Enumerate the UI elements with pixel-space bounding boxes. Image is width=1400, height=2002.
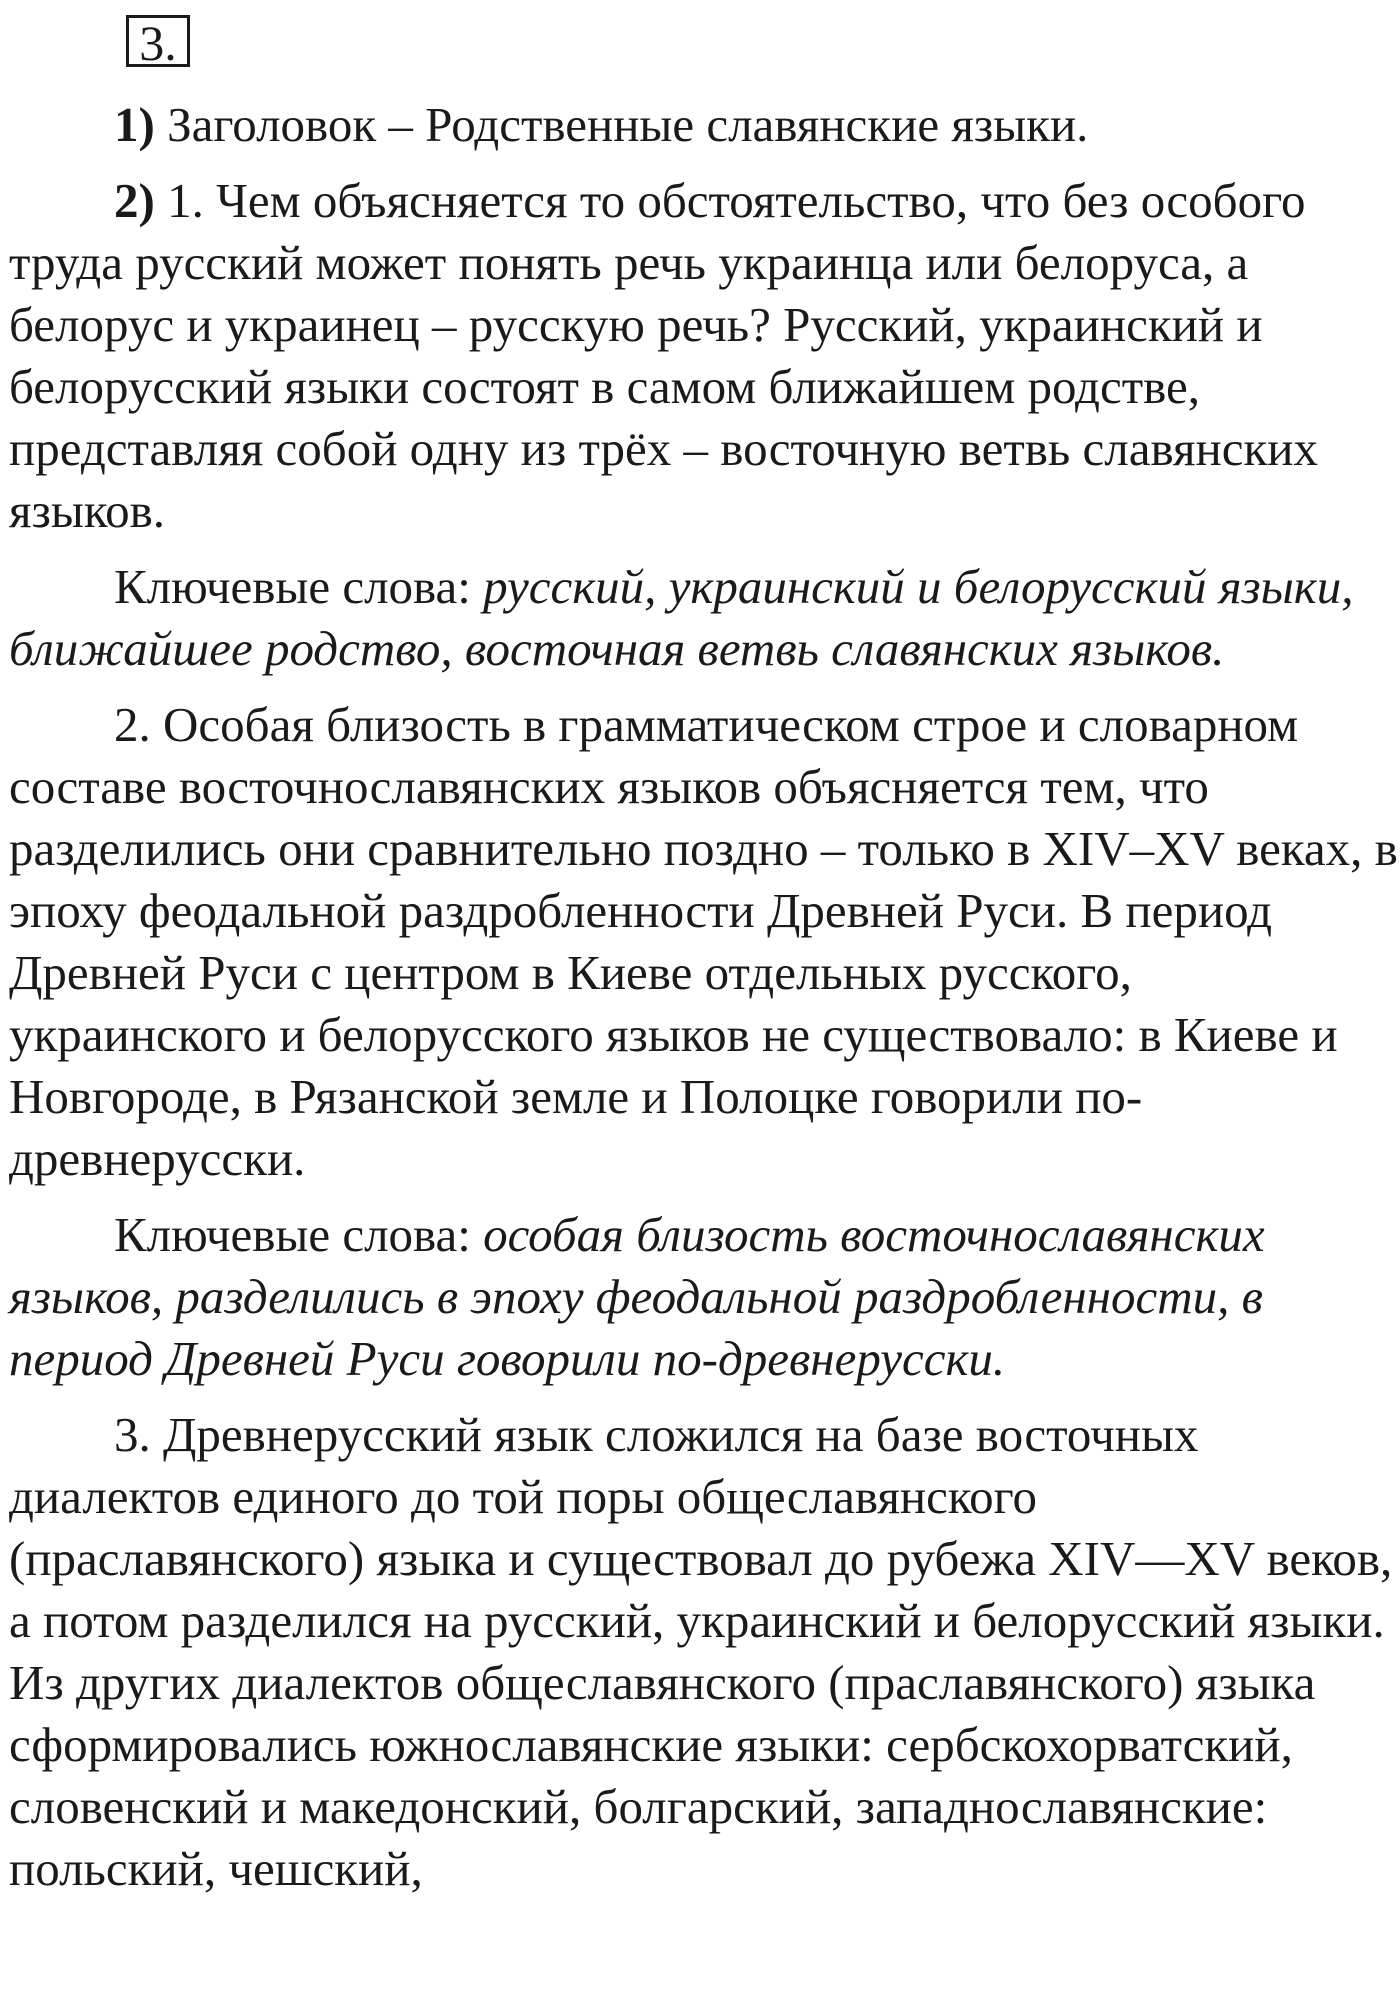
paragraph-title <box>9 94 1399 156</box>
keywords-label: Ключевые слова: <box>114 559 484 614</box>
paragraph-3 <box>9 1404 1399 1900</box>
keywords-1-words: русский, украинский и белорусский языки, ближайшее родство, восточная ветвь славянских языков. <box>9 559 1354 676</box>
title-text: Заголовок – Родственные славянские языки. <box>154 97 1089 152</box>
keywords-1 <box>9 556 1399 680</box>
paragraph-2-text: 2. Особая близость в грамматическом строе и словарном составе восточнославянских языков объясняется тем, что разделились они сравнительно поздно – только в XIV–XV веках, в эпоху феодальной раздробленности Древней Руси. В период Древней Руси с центром в Киеве отдельных русского, украинского и белорусского языков не существовало: в Киеве и Новгороде, в Рязанской земле и Полоцке говорили по-древнерусски. <box>9 697 1398 1186</box>
paragraph-1-text: 1. Чем объясняется то обстоятельство, что без особого труда русский может понять речь украинца или белоруса, а белорус и украинец – русскую речь? Русский, украинский и белорусский языки состоят в самом ближайшем родстве, представляя собой одну из трёх – восточную ветвь славянских языков. <box>9 173 1318 538</box>
item-marker-2: 2) <box>114 173 155 228</box>
keywords-2 <box>9 1204 1399 1390</box>
paragraph-3-text: 3. Древнерусский язык сложился на базе восточных диалектов единого до той поры общеславянского (праславянского) языка и существовал до рубежа XIV—XV веков, а потом разделился на русский, украинский и белорусский языки. Из других диалектов общеславянского (праславянского) языка сформировались южнославянские языки: сербскохорватский, словенский и македонский, болгарский, западнославянские: польский, чешский, <box>9 1407 1393 1896</box>
keywords-label: Ключевые слова: <box>114 1207 484 1262</box>
answer-text <box>9 94 1399 1914</box>
task-number-box: 3. <box>126 15 190 67</box>
keywords-2-words: особая близость восточнославянских языков, разделились в эпоху феодальной раздробленности, в период Древней Руси говорили по-древнерусски. <box>9 1207 1265 1386</box>
paragraph-1 <box>9 170 1399 542</box>
paragraph-2 <box>9 694 1399 1190</box>
item-marker-1: 1) <box>114 97 155 152</box>
